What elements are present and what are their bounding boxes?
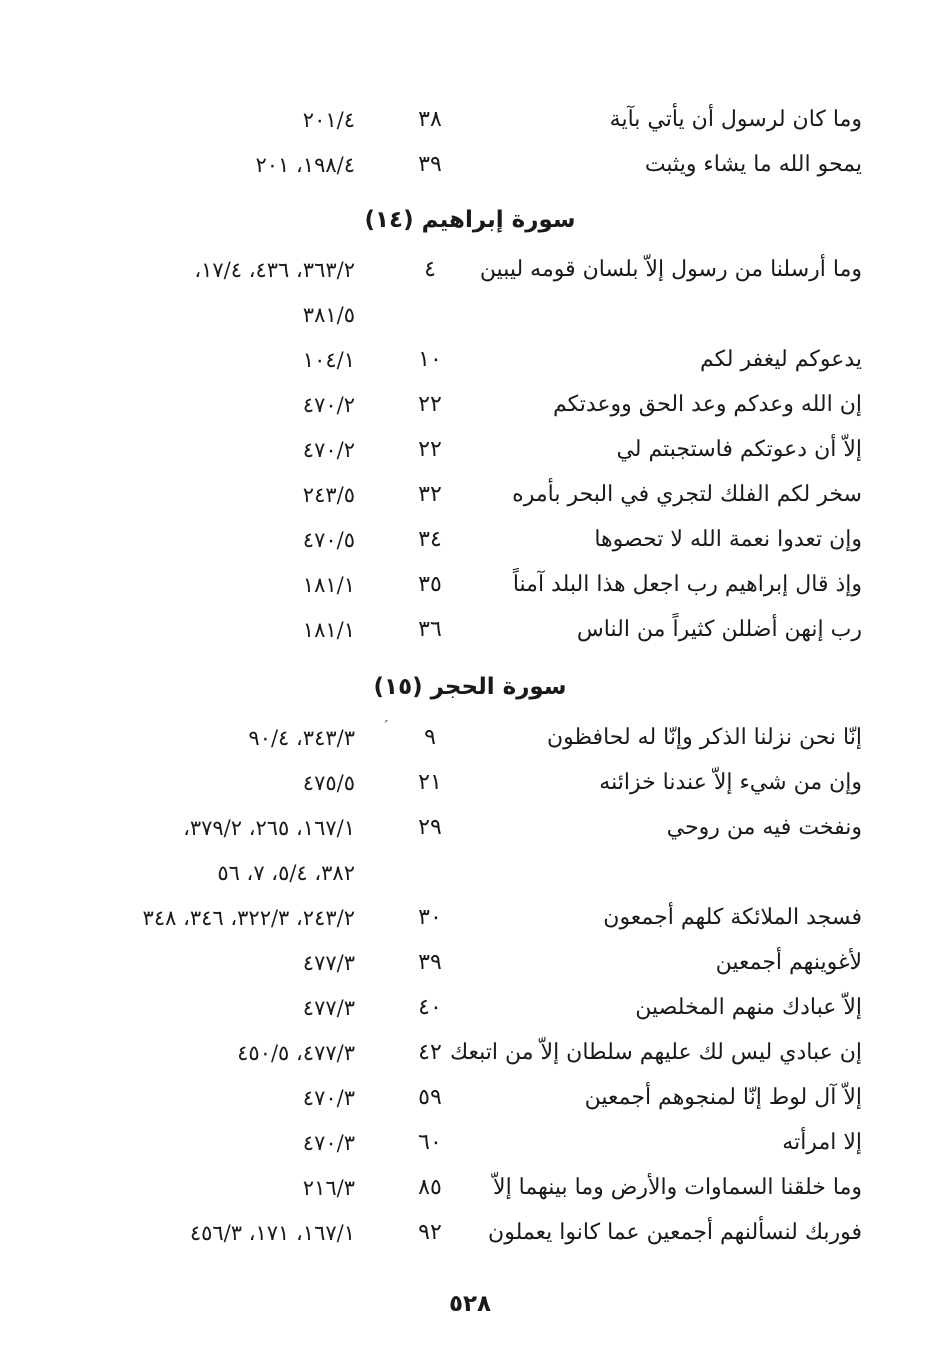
page-references: ٢٠١/٤ — [302, 108, 355, 132]
verse-number: ٩٢ — [418, 1220, 442, 1245]
verse-text: يمحو الله ما يشاء ويثبت — [644, 152, 862, 177]
surah-heading: سورة إبراهيم (١٤) — [364, 207, 576, 233]
page-references: ٣٨١/٥ — [302, 303, 355, 327]
verse-text: إن الله وعدكم وعد الحق ووعدتكم — [552, 392, 862, 417]
index-row — [0, 565, 940, 605]
index-row — [0, 1123, 940, 1163]
verse-text: إلاّ أن دعوتكم فاستجبتم لي — [616, 437, 862, 462]
verse-number: ٣٢ — [418, 482, 442, 507]
verse-text: فسجد الملائكة كلهم أجمعون — [603, 905, 862, 930]
verse-text: ونفخت فيه من روحي — [666, 815, 862, 840]
page-references: ٢١٦/٣ — [302, 1176, 355, 1200]
page-references: ٤٧٠/٢ — [302, 393, 355, 417]
verse-number: ٣٤ — [418, 527, 442, 552]
index-row — [0, 1213, 940, 1253]
verse-text: لأغوينهم أجمعين — [715, 950, 862, 975]
verse-number: ٣٠ — [418, 905, 442, 930]
verse-text: فوربك لنسألنهم أجمعين عما كانوا يعملون — [488, 1220, 862, 1245]
verse-number: ٢٢ — [418, 392, 442, 417]
page-references: ٣٨٢، ٥/٤، ٧، ٥٦ — [217, 861, 355, 885]
index-row — [0, 385, 940, 425]
index-row — [0, 808, 940, 848]
page-references: ١٨١/١ — [302, 618, 355, 642]
verse-number: ٤ — [424, 257, 436, 282]
index-row — [0, 610, 940, 650]
page-references: ١٦٧/١، ٢٦٥، ٣٧٩/٢، — [183, 816, 355, 840]
page-references: ٣٦٣/٢، ٤٣٦، ١٧/٤، — [194, 258, 355, 282]
index-row — [0, 763, 940, 803]
verse-number: ٢٩ — [418, 815, 442, 840]
verse-text: وما خلقنا السماوات والأرض وما بينهما إلاّ — [493, 1175, 862, 1200]
page-references: ٤٧٠/٥ — [302, 528, 355, 552]
page-references: ٢٤٣/٥ — [302, 483, 355, 507]
verse-number: ٤٠ — [418, 995, 442, 1020]
verse-text: إلاّ آل لوط إنّا لمنجوهم أجمعين — [584, 1085, 862, 1110]
page-references: ١٦٧/١، ١٧١، ٤٥٦/٣ — [189, 1221, 355, 1245]
verse-text: إلاّ عبادك منهم المخلصين — [635, 995, 862, 1020]
verse-text: سخر لكم الفلك لتجري في البحر بأمره — [512, 482, 862, 507]
index-row — [0, 250, 940, 290]
index-row — [0, 430, 940, 470]
index-row — [0, 1033, 940, 1073]
index-row — [0, 1078, 940, 1118]
index-row — [0, 475, 940, 515]
verse-number: ٣٥ — [418, 572, 442, 597]
page-references: ٤٧٥/٥ — [302, 771, 355, 795]
verse-text: وإن من شيء إلاّ عندنا خزائنه — [599, 770, 862, 795]
index-row — [0, 145, 940, 185]
verse-text: يدعوكم ليغفر لكم — [700, 347, 862, 372]
verse-number: ٢١ — [418, 770, 442, 795]
index-row — [0, 100, 940, 140]
page-references: ٤٧٠/٣ — [302, 1131, 355, 1155]
verse-number: ٣٩ — [418, 950, 442, 975]
index-row — [0, 520, 940, 560]
verse-text: إنّا نحن نزلنا الذكر وإنّا له لحافظون — [546, 725, 862, 750]
page-references: ٤٧٧/٣ — [302, 951, 355, 975]
stray-mark: ˊ — [382, 719, 389, 735]
verse-number: ٣٩ — [418, 152, 442, 177]
index-row — [0, 295, 940, 335]
page-references: ٤٧٧/٣، ٤٥٠/٥ — [237, 1041, 355, 1065]
verse-number: ٦٠ — [418, 1130, 442, 1155]
verse-text: إلا امرأته — [782, 1130, 862, 1155]
verse-number: ٢٢ — [418, 437, 442, 462]
page-references: ٤٧٠/٢ — [302, 438, 355, 462]
page-references: ٢٤٣/٢، ٣٢٢/٣، ٣٤٦، ٣٤٨ — [142, 906, 355, 930]
verse-text: رب إنهن أضللن كثيراً من الناس — [576, 617, 862, 642]
index-row — [0, 718, 940, 758]
page-references: ٤٧٠/٣ — [302, 1086, 355, 1110]
index-row — [0, 943, 940, 983]
index-row — [0, 898, 940, 938]
index-row — [0, 853, 940, 893]
verse-number: ٩ — [424, 725, 436, 750]
page-references: ٤٧٧/٣ — [302, 996, 355, 1020]
surah-heading: سورة الحجر (١٥) — [373, 674, 567, 700]
verse-number: ١٠ — [418, 347, 442, 372]
page-references: ١٨١/١ — [302, 573, 355, 597]
verse-text: وإذ قال إبراهيم رب اجعل هذا البلد آمناً — [512, 572, 862, 597]
index-row — [0, 988, 940, 1028]
page-number: ٥٢٨ — [448, 1291, 492, 1317]
page-references: ١٩٨/٤، ٢٠١ — [255, 153, 355, 177]
verse-number: ٥٩ — [418, 1085, 442, 1110]
verse-number: ٣٦ — [418, 617, 442, 642]
verse-number: ٨٥ — [418, 1175, 442, 1200]
verse-text: وما أرسلنا من رسول إلاّ بلسان قومه ليبين — [479, 257, 862, 282]
index-row — [0, 1168, 940, 1208]
page-references: ١٠٤/١ — [302, 348, 355, 372]
verse-number: ٣٨ — [418, 107, 442, 132]
page-references: ٣٤٣/٣، ٩٠/٤ — [248, 726, 355, 750]
verse-text: وما كان لرسول أن يأتي بآية — [609, 107, 862, 132]
index-row — [0, 340, 940, 380]
verse-text: وإن تعدوا نعمة الله لا تحصوها — [594, 527, 862, 552]
verse-number: ٤٢ — [418, 1040, 442, 1065]
verse-text: إن عبادي ليس لك عليهم سلطان إلاّ من اتبعك — [449, 1040, 862, 1065]
